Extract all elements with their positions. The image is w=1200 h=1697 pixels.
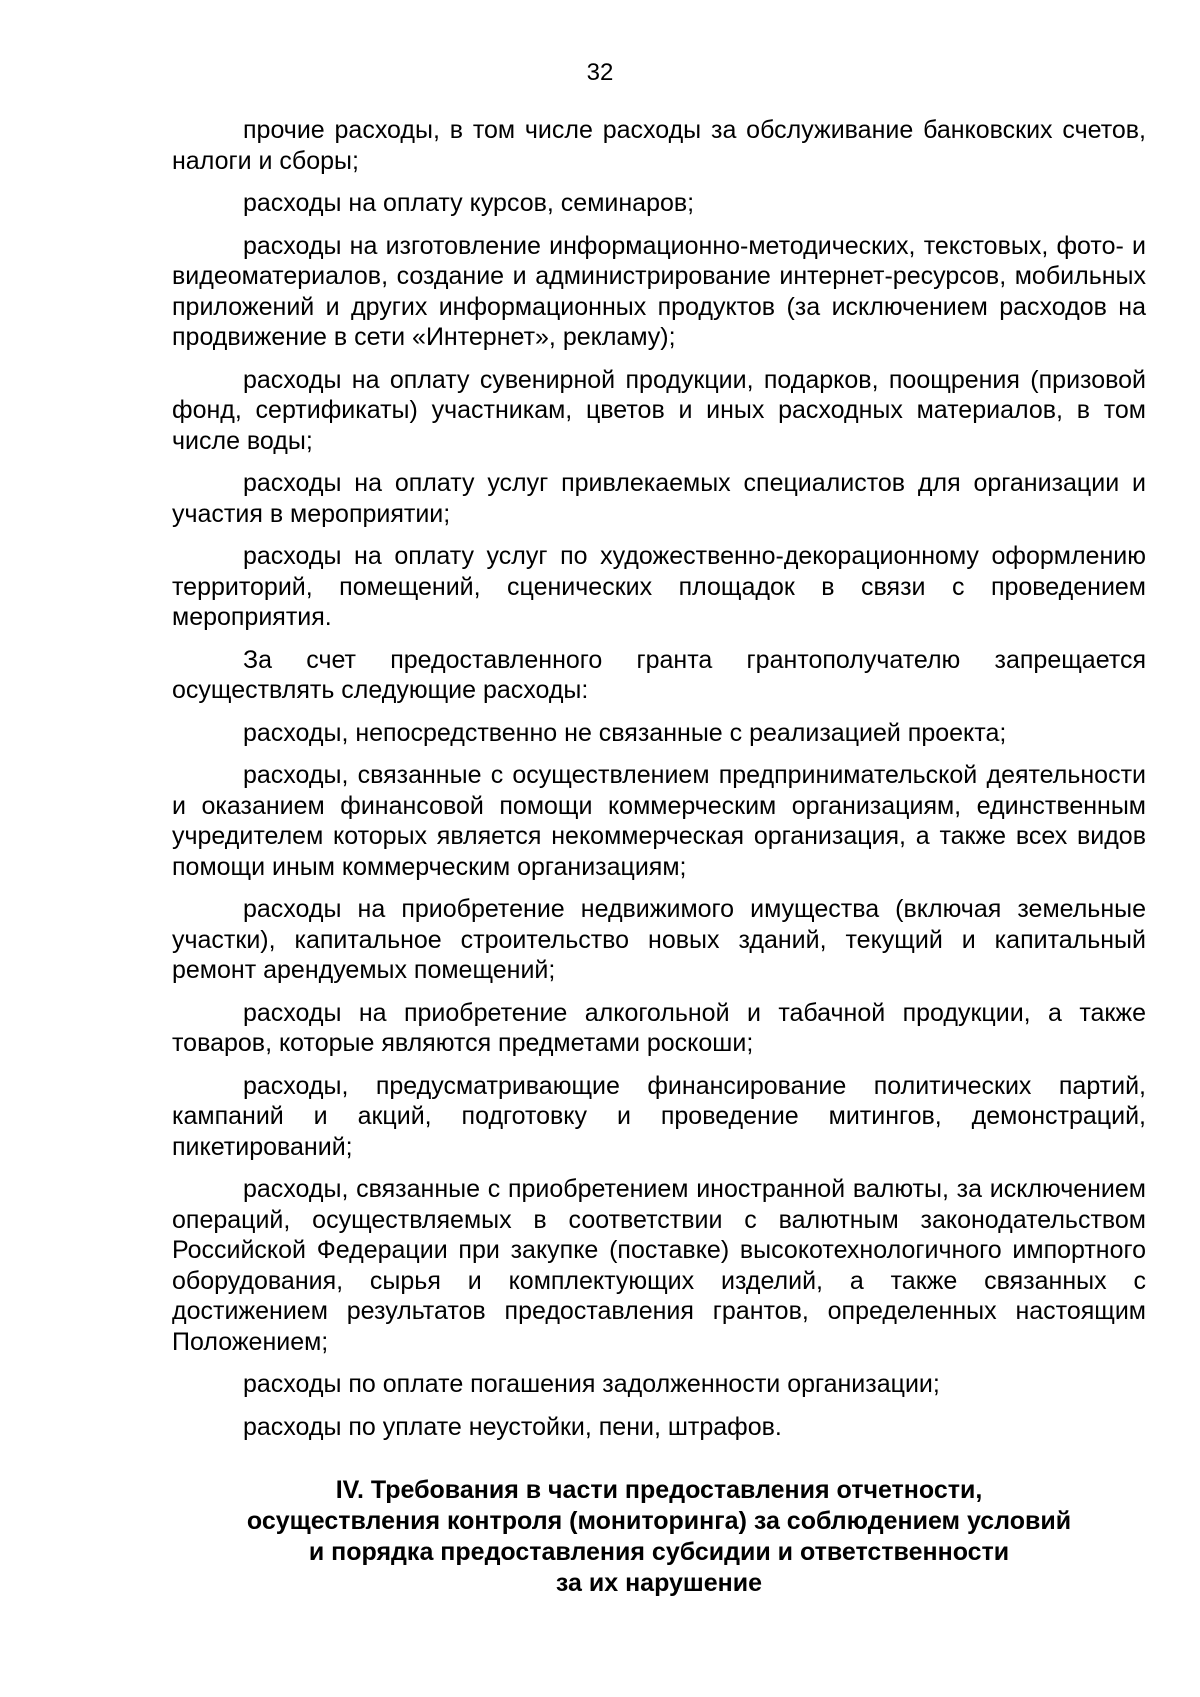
paragraph-unrelated: расходы, непосредственно не связанные с реализацией проекта; — [243, 718, 1007, 747]
paragraph-entrepreneurial: расходы, связанные с осуществлением предпринимательской деятельности и оказанием финансовой помощи коммерческим организациям, единственным учредителем которых является некоммерческая организация, а также всех видов помощи иным коммерческим организациям; — [172, 761, 1146, 881]
body-text — [172, 115, 1146, 1454]
paragraph-real-estate: расходы на приобретение недвижимого имущества (включая земельные участки), капитальное строительство новых зданий, текущий и капитальный ремонт арендуемых помещений; — [172, 895, 1146, 984]
paragraph-courses: расходы на оплату курсов, семинаров; — [243, 189, 695, 217]
paragraph-other-expenses: прочие расходы, в том числе расходы за обслуживание банковских счетов, налоги и сборы; — [172, 116, 1146, 175]
paragraph-debt: расходы по оплате погашения задолженности организации; — [243, 1370, 940, 1398]
section-heading-line: IV. Требования в части предоставления отчетности, — [335, 1476, 983, 1504]
section-heading — [172, 1475, 1146, 1599]
paragraph-political: расходы, предусматривающие финансирование политических партий, кампаний и акций, подготовку и проведение митингов, демонстраций, пикетирований; — [172, 1071, 1146, 1161]
paragraph-prohibited-intro: За счет предоставленного гранта грантополучателю запрещается осуществлять следующие расходы: — [172, 645, 1146, 704]
paragraph-decoration: расходы на оплату услуг по художественно-декорационному оформлению территорий, помещений, сценических площадок в связи с проведением мероприятия. — [172, 542, 1146, 631]
section-heading-line: осуществления контроля (мониторинга) за соблюдением условий — [246, 1507, 1072, 1535]
section-heading-line: и порядка предоставления субсидии и ответственности — [308, 1538, 1010, 1566]
paragraph-souvenirs: расходы на оплату сувенирной продукции, подарков, поощрения (призовой фонд, сертификаты) участникам, цветов и иных расходных материалов, в том числе воды; — [172, 365, 1146, 455]
paragraph-alcohol-tobacco: расходы на приобретение алкогольной и табачной продукции, а также товаров, которые являются предметами роскоши; — [172, 998, 1146, 1057]
section-heading-line: за их нарушение — [555, 1569, 763, 1597]
paragraph-materials: расходы на изготовление информационно-методических, текстовых, фото- и видеоматериалов, создание и администрирование интернет-ресурсов, мобильных приложений и других информационных продуктов (за исключением расходов на продвижение в сети «Интернет», рекламу); — [172, 231, 1146, 351]
paragraph-penalties: расходы по уплате неустойки, пени, штрафов. — [243, 1412, 782, 1441]
paragraph-specialists: расходы на оплату услуг привлекаемых специалистов для организации и участия в мероприятии; — [172, 469, 1146, 528]
paragraph-currency: расходы, связанные с приобретением иностранной валюты, за исключением операций, осуществляемых в соответствии с валютным законодательством Российской Федерации при закупке (поставке) высокотехнологичного импортного оборудования, сырья и комплектующих изделий, а также связанных с достижением результатов предоставления грантов, определенных настоящим Положением; — [172, 1175, 1146, 1356]
page-number: 32 — [586, 59, 614, 86]
